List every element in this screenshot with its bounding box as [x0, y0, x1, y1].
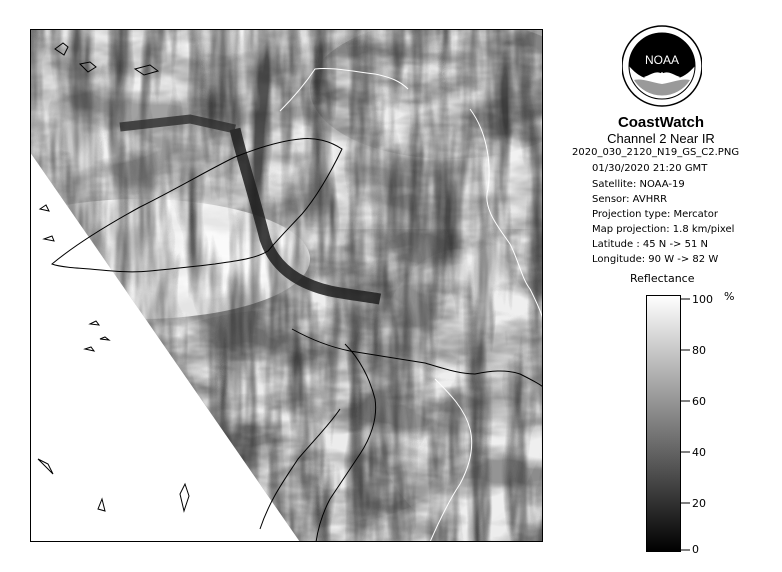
logo-noaa-text: NOAA [644, 53, 680, 67]
latitude-range: Latitude : 45 N -> 51 N [592, 239, 708, 250]
file-name: 2020_030_2120_N19_GS_C2.PNG [572, 147, 740, 158]
date-time: 01/30/2020 21:20 GMT [592, 163, 708, 174]
sensor-info: Sensor: AVHRR [592, 194, 668, 205]
projection-type: Projection type: Mercator [592, 209, 718, 220]
channel-label: Channel 2 Near IR [607, 131, 715, 146]
satellite-info: Satellite: NOAA-19 [592, 179, 685, 190]
longitude-range: Longitude: 90 W -> 82 W [592, 254, 719, 265]
tick-100: 100 [692, 293, 713, 306]
tick-60: 60 [692, 395, 706, 408]
map-svg [30, 29, 543, 542]
tick-40: 40 [692, 446, 706, 459]
noaa-logo [622, 22, 702, 114]
colorbar [646, 295, 690, 553]
unit-percent: % [724, 290, 735, 303]
tick-80: 80 [692, 344, 706, 357]
tick-0: 0 [692, 543, 699, 556]
legend-panel [560, 10, 782, 570]
colorbar-label: Reflectance [630, 272, 695, 285]
map-projection: Map projection: 1.8 km/pixel [592, 224, 735, 235]
product-title: CoastWatch [617, 114, 705, 131]
satellite-image [30, 29, 543, 542]
colorbar-ticks [681, 299, 690, 550]
tick-20: 20 [692, 497, 706, 510]
